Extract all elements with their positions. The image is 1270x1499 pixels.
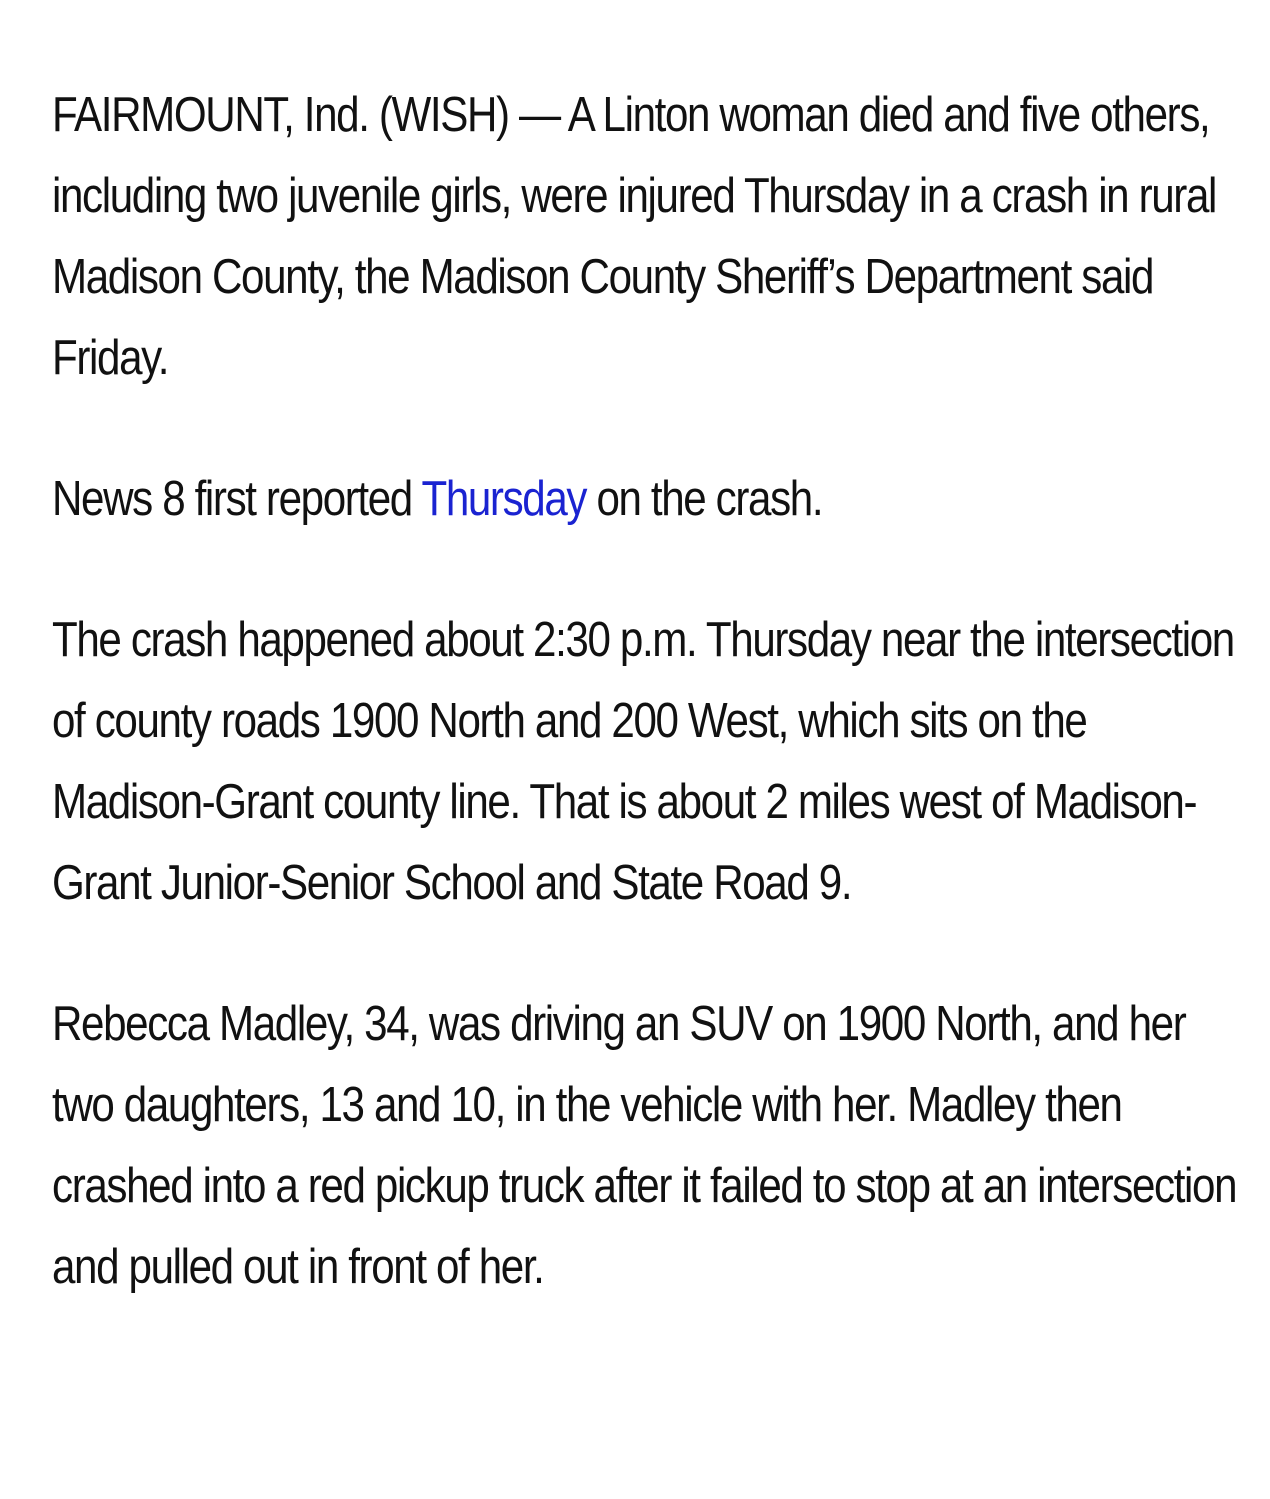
paragraph-crash-location: The crash happened about 2:30 p.m. Thursday near the intersection of county roads 1900 North and 200 West, which sits on the Madison-Grant county line. That is about 2 miles west of Madison-Grant Junior-Senior School and State Road 9. <box>52 613 1234 910</box>
paragraph-lede: FAIRMOUNT, Ind. (WISH) — A Linton woman died and five others, including two juvenile girls, were injured Thursday in a crash in rural Madison County, the Madison County Sheriff’s Department said Friday. <box>52 88 1216 385</box>
paragraph-first-report <box>52 459 1242 540</box>
paragraph-crash-details: Rebecca Madley, 34, was driving an SUV on 1900 North, and her two daughters, 13 and 10, in the vehicle with her. Madley then crashed into a red pickup truck after it failed to stop at an intersection and pulled out in front of her. <box>52 997 1237 1294</box>
thursday-link[interactable]: Thursday <box>421 472 587 526</box>
paragraph-text: News 8 first reported <box>52 472 422 526</box>
article-body <box>52 75 1242 1368</box>
paragraph-text: on the crash. <box>586 472 823 526</box>
